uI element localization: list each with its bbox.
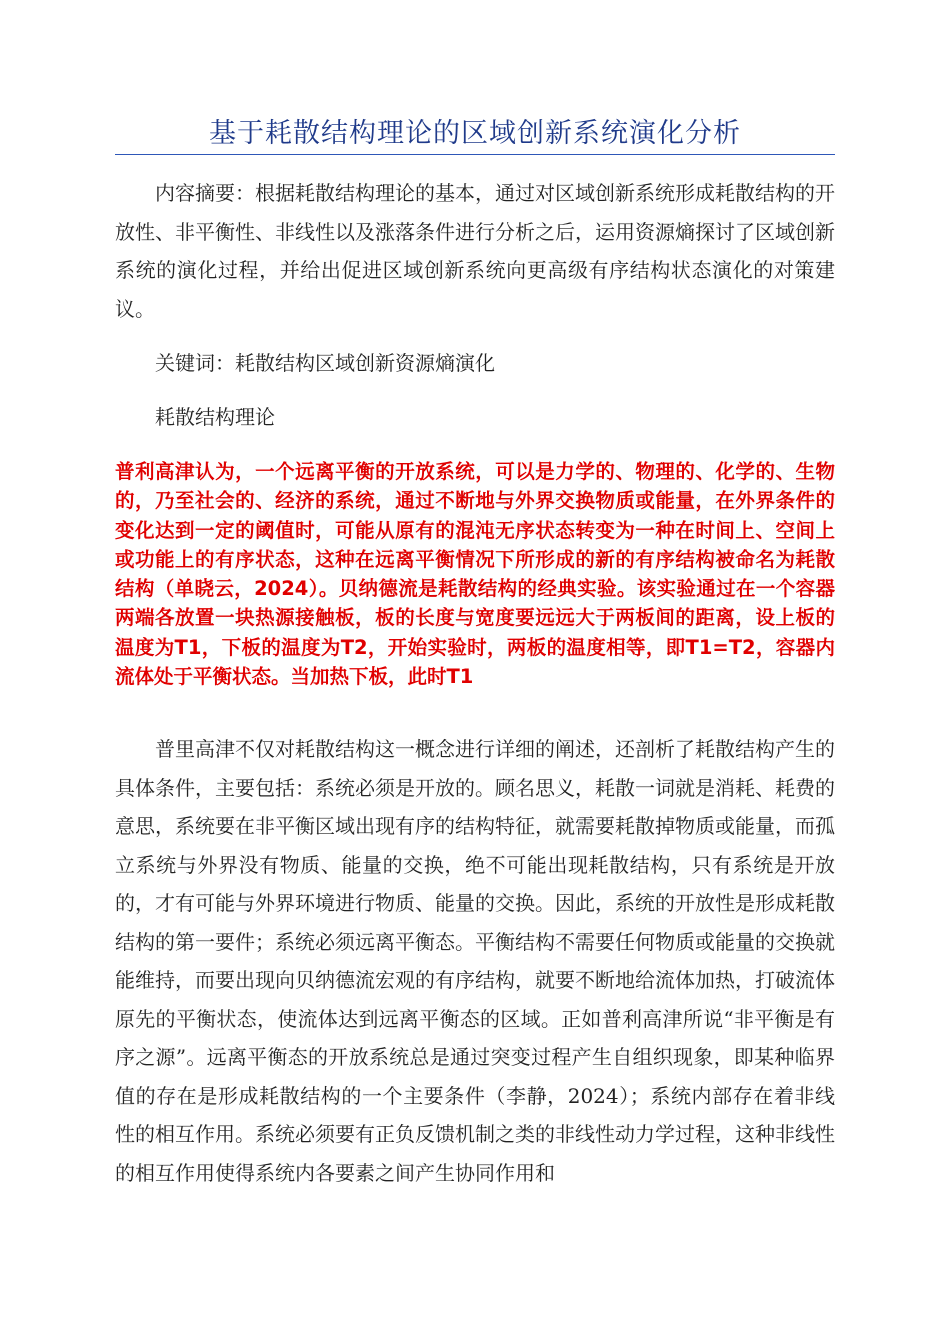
- body-paragraph: 普里高津不仅对耗散结构这一概念进行详细的阐述，还剖析了耗散结构产生的具体条件，主要包括：系统必须是开放的。顾名思义，耗散一词就是消耗、耗费的意思，系统要在非平衡区域出现有序的结构特征，就需要耗散掉物质或能量，而孤立系统与外界没有物质、能量的交换，绝不可能出现耗散结构，只有系统是开放的，才有可能与外界环境进行物质、能量的交换。因此，系统的开放性是形成耗散结构的第一要件；系统必须远离平衡态。平衡结构不需要任何物质或能量的交换就能维持，而要出现向贝纳德流宏观的有序结构，就要不断地给流体加热，打破流体原先的平衡状态，使流体达到远离平衡态的区域。正如普利高津所说“非平衡是有序之源”。远离平衡态的开放系统总是通过突变过程产生自组织现象，即某种临界值的存在是形成耗散结构的一个主要条件（李静，2024）；系统内部存在着非线性的相互作用。系统必须要有正负反馈机制之类的非线性动力学过程，这种非线性的相互作用使得系统内各要素之间产生协同作用和: [115, 737, 835, 1185]
- section-heading: 耗散结构理论: [155, 405, 275, 429]
- highlighted-paragraph: 普利高津认为，一个远离平衡的开放系统，可以是力学的、物理的、化学的、生物的，乃至社会的、经济的系统，通过不断地与外界交换物质或能量，在外界条件的变化达到一定的阈值时，可能从原有的混沌无序状态转变为一种在时间上、空间上或功能上的有序状态，这种在远离平衡情况下所形成的新的有序结构被命名为耗散结构（单晓云，2024）。贝纳德流是耗散结构的经典实验。该实验通过在一个容器两端各放置一块热源接触板，板的长度与宽度要远远大于两板间的距离，设上板的温度为T1，下板的温度为T2，开始实验时，两板的温度相等，即T1=T2，容器内流体处于平衡状态。当加热下板，此时T1: [115, 460, 835, 689]
- title-underline: [115, 154, 835, 155]
- keywords-line: 关键词：耗散结构区域创新资源熵演化: [155, 351, 495, 375]
- abstract-paragraph: 内容摘要：根据耗散结构理论的基本，通过对区域创新系统形成耗散结构的开放性、非平衡性、非线性以及涨落条件进行分析之后，运用资源熵探讨了区域创新系统的演化过程，并给出促进区域创新系统向更高级有序结构状态演化的对策建议。: [115, 181, 835, 321]
- document-title: 基于耗散结构理论的区域创新系统演化分析: [209, 118, 741, 149]
